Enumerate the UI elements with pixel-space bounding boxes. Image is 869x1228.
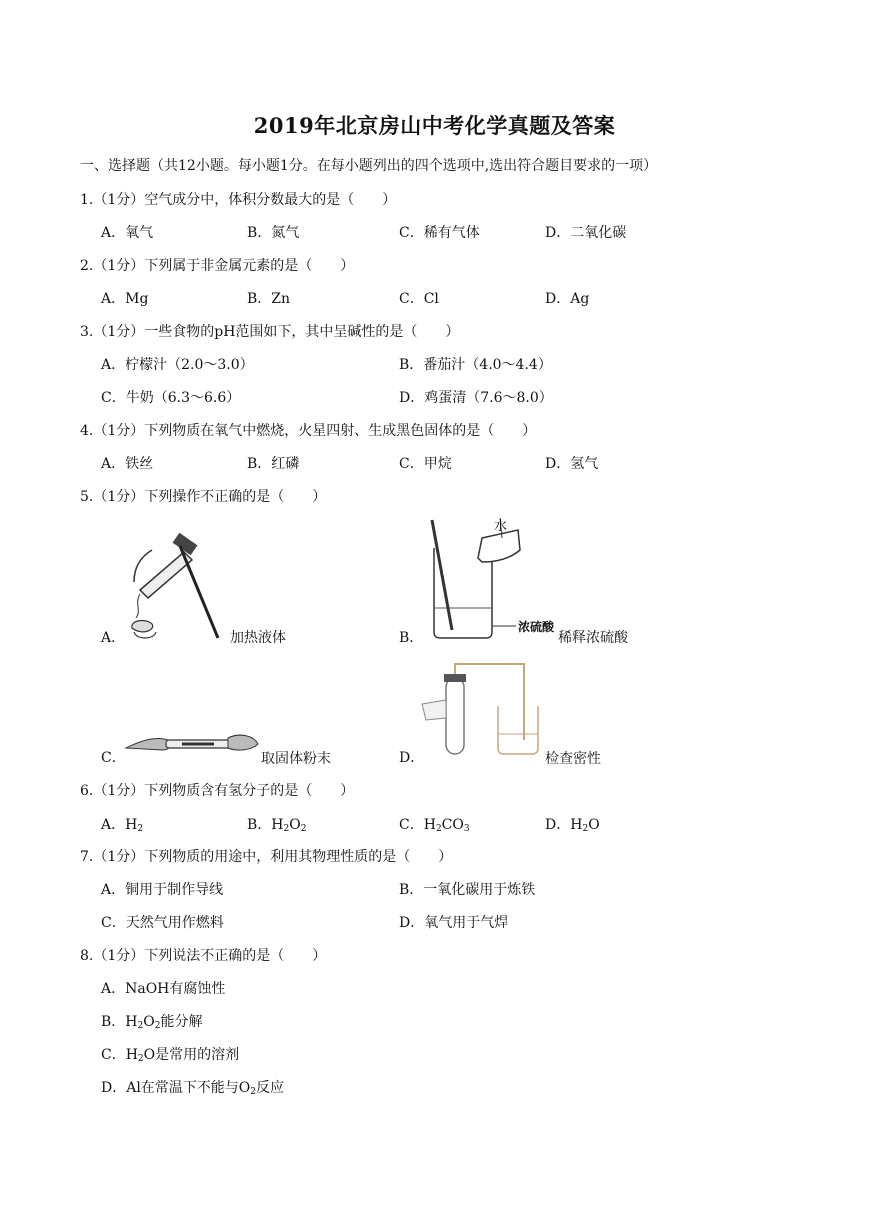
q4-option-a: A．铁丝 (101, 456, 154, 472)
question-4-stem: 4.（1分）下列物质在氧气中燃烧，火星四射、生成黑色固体的是（ ） (80, 423, 537, 439)
q4-option-c: C．甲烷 (399, 456, 452, 472)
q6-option-a (101, 815, 143, 835)
water-label: 水 (494, 519, 508, 534)
q5-option-d-caption: 检查密性 (545, 751, 601, 767)
q5-option-a-letter: A． (101, 630, 126, 646)
q2-option-c: C．Cl (399, 291, 439, 307)
formula-subscript: 2 (435, 824, 442, 834)
q6-option-b-letter: B． (247, 817, 272, 833)
formula-subscript: 2 (137, 1021, 144, 1031)
q5-option-d-letter: D． (399, 750, 425, 766)
question-8-stem: 8.（1分）下列说法不正确的是（ ） (80, 948, 327, 964)
formula-part: H (570, 817, 583, 833)
q7-option-d: D．氧气用于气焊 (399, 915, 509, 931)
q7-option-c: C．天然气用作燃料 (101, 915, 224, 931)
q4-option-d: D．氢气 (545, 456, 599, 472)
acid-label: 浓硫酸 (518, 620, 555, 634)
q6-option-b (247, 815, 306, 835)
formula-part: 能分解 (160, 1014, 203, 1030)
formula-subscript: 2 (250, 1087, 257, 1097)
q5-option-c-caption: 取固体粉末 (261, 751, 331, 767)
q8-option-c (101, 1045, 239, 1065)
heating-liquid-figure (122, 532, 222, 644)
q3-option-a: A．柠檬汁（2.0～3.0） (101, 357, 254, 373)
question-2-stem: 2.（1分）下列属于非金属元素的是（ ） (80, 258, 355, 274)
q6-option-c (399, 815, 470, 835)
formula-subscript: 2 (137, 1054, 144, 1064)
question-1-stem: 1.（1分）空气成分中，体积分数最大的是（ ） (80, 192, 397, 208)
q1-option-d: D．二氧化碳 (545, 225, 627, 241)
q2-option-d: D．Ag (545, 291, 590, 307)
q3-option-b: B．番茄汁（4.0～4.4） (399, 357, 552, 373)
q1-option-b: B．氮气 (247, 225, 300, 241)
question-5-stem: 5.（1分）下列操作不正确的是（ ） (80, 489, 327, 505)
q6-option-d (545, 815, 600, 835)
formula-part: O (588, 817, 600, 833)
q7-option-b: B．一氧化碳用于炼铁 (399, 882, 536, 898)
q5-option-a-caption: 加热液体 (230, 630, 286, 646)
q6-option-a-letter: A． (101, 817, 126, 833)
formula-subscript: 2 (582, 824, 589, 834)
formula-part: H (271, 817, 284, 833)
diluting-acid-figure (420, 518, 555, 644)
question-7-stem: 7.（1分）下列物质的用途中，利用其物理性质的是（ ） (80, 849, 453, 865)
question-6-stem: 6.（1分）下列物质含有氢分子的是（ ） (80, 783, 355, 799)
formula-part: O (143, 1014, 155, 1030)
formula-part: CO (441, 817, 464, 833)
gas-tightness-figure (420, 660, 540, 756)
formula-part: O是常用的溶剂 (143, 1047, 240, 1063)
page-title: 2019年北京房山中考化学真题及答案 (253, 113, 616, 138)
formula-subscript: 2 (283, 824, 290, 834)
formula-part: C．H (101, 1047, 138, 1063)
q1-option-c: C．稀有气体 (399, 225, 480, 241)
q5-option-b-caption: 稀释浓硫酸 (558, 630, 628, 646)
q3-option-d: D．鸡蛋清（7.6～8.0） (399, 390, 553, 406)
q7-option-a: A．铜用于制作导线 (101, 882, 224, 898)
formula-part: H (125, 817, 138, 833)
formula-part: H (423, 817, 436, 833)
formula-part: B．H (101, 1014, 138, 1030)
formula-subscript: 2 (154, 1021, 161, 1031)
q8-option-b (101, 1012, 202, 1032)
formula-part: D．Al在常温下不能与O (101, 1080, 251, 1096)
q5-option-c-letter: C． (101, 750, 126, 766)
question-3-stem: 3.（1分）一些食物的pH范围如下，其中呈碱性的是（ ） (80, 324, 460, 340)
formula-part: O (289, 817, 301, 833)
section-heading: 一、选择题（共12小题。每小题1分。在每小题列出的四个选项中,选出符合题目要求的一项） (80, 158, 658, 174)
formula-subscript: 2 (137, 824, 144, 834)
q6-option-d-letter: D． (545, 817, 571, 833)
q3-option-c: C．牛奶（6.3～6.6） (101, 390, 241, 406)
q2-option-a: A．Mg (101, 291, 149, 307)
q8-option-a: A．NaOH有腐蚀性 (101, 981, 226, 997)
q6-option-c-letter: C． (399, 817, 424, 833)
q8-option-d (101, 1078, 284, 1098)
q4-option-b: B．红磷 (247, 456, 300, 472)
formula-part: 反应 (256, 1080, 285, 1096)
formula-subscript: 2 (300, 824, 307, 834)
formula-subscript: 3 (463, 824, 470, 834)
q1-option-a: A．氧气 (101, 225, 154, 241)
q5-option-b-letter: B． (399, 630, 424, 646)
q2-option-b: B．Zn (247, 291, 291, 307)
taking-powder-figure (122, 730, 262, 756)
